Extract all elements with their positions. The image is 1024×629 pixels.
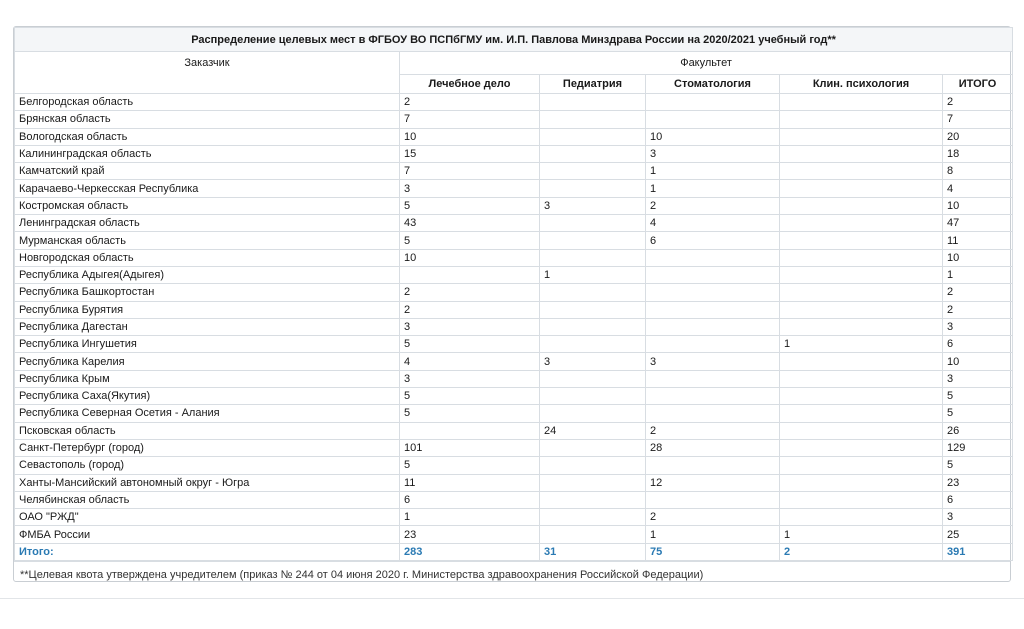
value-cell — [780, 474, 943, 491]
region-cell: Республика Башкортостан — [15, 284, 400, 301]
value-cell — [540, 215, 646, 232]
value-cell: 1 — [646, 526, 780, 543]
value-cell — [646, 111, 780, 128]
value-cell: 5 — [943, 405, 1013, 422]
value-cell — [540, 509, 646, 526]
total-value: 283 — [400, 543, 540, 560]
table-row — [15, 249, 1013, 266]
value-cell — [540, 318, 646, 335]
value-cell — [780, 405, 943, 422]
value-cell — [780, 266, 943, 283]
value-cell: 2 — [400, 284, 540, 301]
quota-table — [14, 27, 1013, 561]
table-title: Распределение целевых мест в ФГБОУ ВО ПСПбГМУ им. И.П. Павлова Минздрава России на 2020/2021 учебный год** — [15, 28, 1013, 52]
value-cell — [780, 353, 943, 370]
value-cell — [780, 509, 943, 526]
value-cell — [540, 163, 646, 180]
value-cell — [540, 94, 646, 111]
table-row — [15, 180, 1013, 197]
region-cell: Ханты-Мансийский автономный округ - Югра — [15, 474, 400, 491]
value-cell: 10 — [943, 249, 1013, 266]
header-col-stomatologia: Стоматология — [646, 75, 780, 94]
total-value: 2 — [780, 543, 943, 560]
quota-table-panel — [13, 26, 1011, 582]
value-cell: 23 — [400, 526, 540, 543]
value-cell: 5 — [943, 457, 1013, 474]
value-cell: 20 — [943, 128, 1013, 145]
value-cell: 43 — [400, 215, 540, 232]
value-cell: 23 — [943, 474, 1013, 491]
value-cell: 3 — [943, 509, 1013, 526]
value-cell: 5 — [400, 457, 540, 474]
value-cell — [540, 249, 646, 266]
value-cell — [780, 249, 943, 266]
table-row — [15, 405, 1013, 422]
value-cell — [780, 318, 943, 335]
value-cell: 4 — [943, 180, 1013, 197]
value-cell: 7 — [400, 163, 540, 180]
value-cell: 25 — [943, 526, 1013, 543]
value-cell — [540, 336, 646, 353]
value-cell — [540, 111, 646, 128]
value-cell: 1 — [646, 180, 780, 197]
region-cell: Камчатский край — [15, 163, 400, 180]
region-cell: Республика Ингушетия — [15, 336, 400, 353]
total-value: 391 — [943, 543, 1013, 560]
value-cell — [540, 145, 646, 162]
value-cell: 15 — [400, 145, 540, 162]
region-cell: Костромская область — [15, 197, 400, 214]
table-row — [15, 284, 1013, 301]
value-cell: 6 — [943, 336, 1013, 353]
value-cell — [646, 94, 780, 111]
table-row — [15, 457, 1013, 474]
value-cell: 2 — [943, 284, 1013, 301]
value-cell: 5 — [400, 232, 540, 249]
value-cell: 3 — [943, 370, 1013, 387]
value-cell: 7 — [943, 111, 1013, 128]
region-cell: Республика Саха(Якутия) — [15, 388, 400, 405]
value-cell: 3 — [943, 318, 1013, 335]
value-cell — [540, 128, 646, 145]
value-cell — [780, 284, 943, 301]
value-cell — [540, 370, 646, 387]
value-cell: 10 — [646, 128, 780, 145]
value-cell — [646, 266, 780, 283]
value-cell: 5 — [943, 388, 1013, 405]
value-cell — [780, 388, 943, 405]
value-cell: 2 — [646, 422, 780, 439]
value-cell — [540, 301, 646, 318]
value-cell: 4 — [400, 353, 540, 370]
value-cell: 2 — [400, 301, 540, 318]
value-cell: 3 — [540, 353, 646, 370]
region-cell: Севастополь (город) — [15, 457, 400, 474]
value-cell: 2 — [943, 301, 1013, 318]
table-row — [15, 474, 1013, 491]
value-cell — [540, 526, 646, 543]
value-cell — [780, 111, 943, 128]
value-cell — [540, 474, 646, 491]
table-row — [15, 353, 1013, 370]
value-cell — [646, 370, 780, 387]
value-cell — [540, 457, 646, 474]
region-cell: Калининградская область — [15, 145, 400, 162]
region-cell: Республика Крым — [15, 370, 400, 387]
value-cell — [780, 197, 943, 214]
value-cell — [540, 284, 646, 301]
table-row — [15, 94, 1013, 111]
total-row — [15, 543, 1013, 560]
total-value: 31 — [540, 543, 646, 560]
region-cell: Челябинская область — [15, 491, 400, 508]
value-cell: 3 — [540, 197, 646, 214]
region-cell: ОАО "РЖД" — [15, 509, 400, 526]
value-cell: 3 — [646, 353, 780, 370]
table-row — [15, 370, 1013, 387]
table-row — [15, 526, 1013, 543]
region-cell: Республика Карелия — [15, 353, 400, 370]
value-cell — [780, 232, 943, 249]
value-cell — [646, 249, 780, 266]
value-cell: 6 — [400, 491, 540, 508]
header-faculty: Факультет — [400, 52, 1013, 75]
value-cell — [780, 422, 943, 439]
table-row — [15, 509, 1013, 526]
region-cell: Мурманская область — [15, 232, 400, 249]
header-col-total: ИТОГО — [943, 75, 1013, 94]
region-cell: Ленинградская область — [15, 215, 400, 232]
region-cell: Республика Бурятия — [15, 301, 400, 318]
value-cell — [646, 301, 780, 318]
value-cell — [780, 163, 943, 180]
value-cell — [780, 491, 943, 508]
value-cell: 2 — [943, 94, 1013, 111]
value-cell: 3 — [400, 318, 540, 335]
header-col-lechebnoe: Лечебное дело — [400, 75, 540, 94]
value-cell: 101 — [400, 439, 540, 456]
value-cell: 10 — [400, 128, 540, 145]
value-cell — [540, 405, 646, 422]
region-cell: Брянская область — [15, 111, 400, 128]
value-cell — [540, 180, 646, 197]
value-cell — [780, 301, 943, 318]
region-cell: ФМБА России — [15, 526, 400, 543]
value-cell: 1 — [540, 266, 646, 283]
footnote: **Целевая квота утверждена учредителем (приказ № 244 от 04 июня 2020 г. Министерства здравоохранения Российской Федерации) — [14, 561, 1010, 588]
value-cell — [780, 370, 943, 387]
value-cell — [540, 388, 646, 405]
divider — [0, 598, 1024, 599]
table-row — [15, 232, 1013, 249]
value-cell: 28 — [646, 439, 780, 456]
value-cell — [780, 180, 943, 197]
table-row — [15, 145, 1013, 162]
table-row — [15, 301, 1013, 318]
value-cell — [646, 318, 780, 335]
value-cell: 1 — [646, 163, 780, 180]
header-col-psychology: Клин. психология — [780, 75, 943, 94]
value-cell: 5 — [400, 388, 540, 405]
value-cell: 2 — [646, 197, 780, 214]
table-row — [15, 439, 1013, 456]
value-cell: 1 — [400, 509, 540, 526]
region-cell: Белгородская область — [15, 94, 400, 111]
value-cell: 8 — [943, 163, 1013, 180]
table-row — [15, 163, 1013, 180]
value-cell — [646, 336, 780, 353]
region-cell: Карачаево-Черкесская Республика — [15, 180, 400, 197]
value-cell — [780, 215, 943, 232]
table-row — [15, 422, 1013, 439]
value-cell: 1 — [943, 266, 1013, 283]
table-row — [15, 215, 1013, 232]
value-cell: 47 — [943, 215, 1013, 232]
value-cell: 7 — [400, 111, 540, 128]
value-cell: 24 — [540, 422, 646, 439]
value-cell — [400, 266, 540, 283]
table-row — [15, 111, 1013, 128]
value-cell: 18 — [943, 145, 1013, 162]
value-cell — [780, 439, 943, 456]
region-cell: Республика Северная Осетия - Алания — [15, 405, 400, 422]
value-cell: 6 — [646, 232, 780, 249]
region-cell: Республика Адыгея(Адыгея) — [15, 266, 400, 283]
value-cell: 10 — [943, 197, 1013, 214]
value-cell — [646, 284, 780, 301]
value-cell — [780, 457, 943, 474]
value-cell: 1 — [780, 526, 943, 543]
value-cell — [540, 491, 646, 508]
table-row — [15, 336, 1013, 353]
header-col-pediatria: Педиатрия — [540, 75, 646, 94]
value-cell: 11 — [943, 232, 1013, 249]
table-row — [15, 388, 1013, 405]
value-cell — [780, 145, 943, 162]
value-cell: 2 — [646, 509, 780, 526]
value-cell: 6 — [943, 491, 1013, 508]
value-cell: 4 — [646, 215, 780, 232]
value-cell — [646, 405, 780, 422]
value-cell — [780, 128, 943, 145]
header-customer: Заказчик — [15, 52, 400, 94]
value-cell — [400, 422, 540, 439]
value-cell — [780, 94, 943, 111]
total-value: 75 — [646, 543, 780, 560]
region-cell: Республика Дагестан — [15, 318, 400, 335]
value-cell: 11 — [400, 474, 540, 491]
value-cell — [540, 439, 646, 456]
region-cell: Новгородская область — [15, 249, 400, 266]
table-row — [15, 491, 1013, 508]
value-cell — [646, 491, 780, 508]
region-cell: Санкт-Петербург (город) — [15, 439, 400, 456]
region-cell: Псковская область — [15, 422, 400, 439]
table-row — [15, 197, 1013, 214]
value-cell: 5 — [400, 197, 540, 214]
value-cell: 10 — [400, 249, 540, 266]
total-label: Итого: — [15, 543, 400, 560]
value-cell: 3 — [400, 370, 540, 387]
value-cell: 10 — [943, 353, 1013, 370]
value-cell — [646, 388, 780, 405]
table-row — [15, 266, 1013, 283]
table-row — [15, 318, 1013, 335]
value-cell: 26 — [943, 422, 1013, 439]
value-cell: 5 — [400, 405, 540, 422]
value-cell: 5 — [400, 336, 540, 353]
table-row — [15, 128, 1013, 145]
value-cell: 12 — [646, 474, 780, 491]
value-cell — [540, 232, 646, 249]
value-cell: 3 — [400, 180, 540, 197]
region-cell: Вологодская область — [15, 128, 400, 145]
value-cell: 3 — [646, 145, 780, 162]
value-cell: 129 — [943, 439, 1013, 456]
value-cell: 2 — [400, 94, 540, 111]
value-cell — [646, 457, 780, 474]
value-cell: 1 — [780, 336, 943, 353]
